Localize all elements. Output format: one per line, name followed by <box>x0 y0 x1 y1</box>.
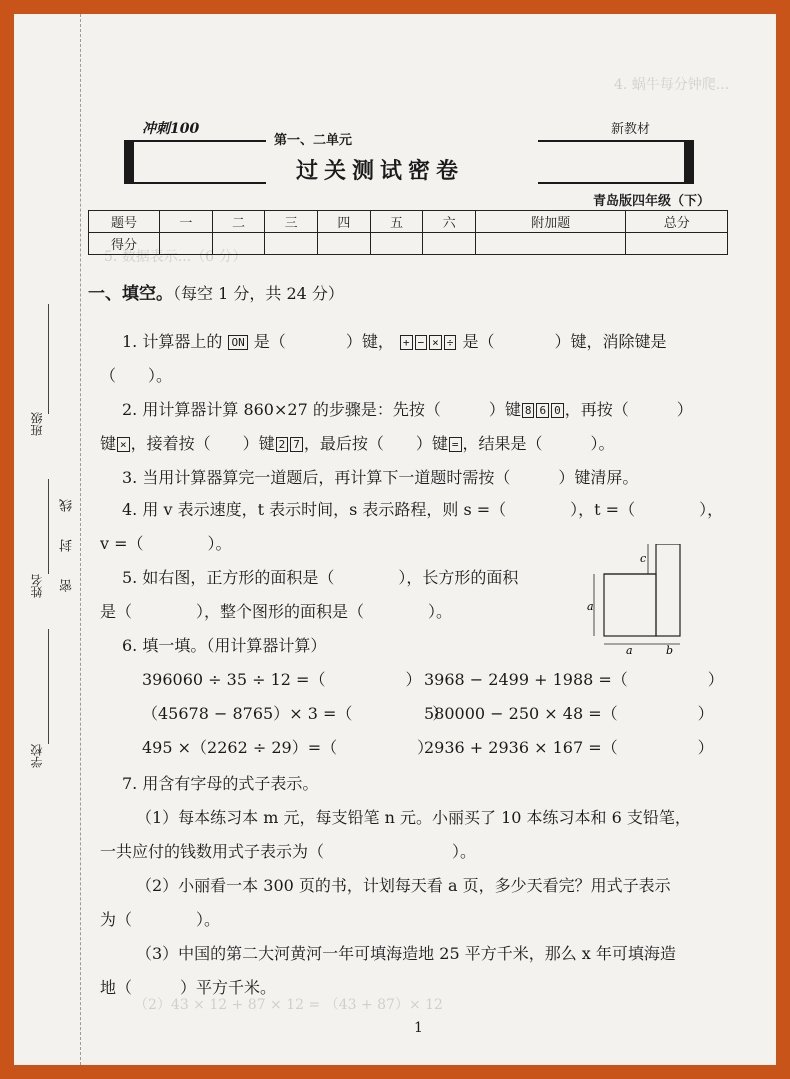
seal-char-secret: 密 <box>60 579 75 592</box>
q2-text: 键 <box>100 434 117 453</box>
question-7-3: （3）中国的第二大河黄河一年可填海造地 25 平方千米，那么 x 年可填海造 <box>136 944 676 963</box>
score-row-label: 得分 <box>89 233 160 255</box>
banner-left-block <box>124 140 134 184</box>
q1-text: 是（ <box>462 332 495 351</box>
score-header-cell: 附加题 <box>476 211 626 233</box>
label-b: b <box>666 644 674 654</box>
score-cell[interactable] <box>370 233 423 255</box>
class-fill-line <box>48 304 49 414</box>
minus-key-icon: − <box>415 335 428 350</box>
q1-text: 是（ <box>253 332 286 351</box>
banner-right-block <box>684 140 694 184</box>
score-table <box>88 210 728 255</box>
question-3: 3. 当用计算器算完一道题后，再计算下一道题时需按（ ）键清屏。 <box>122 468 639 487</box>
question-6: 6. 填一填。（用计算器计算） <box>122 636 327 655</box>
page-number: 1 <box>414 1020 423 1036</box>
new-textbook-label: 新教材 <box>610 122 650 137</box>
brand-logo: 冲刺100 <box>142 121 200 137</box>
divide-key-icon: ÷ <box>444 335 457 350</box>
question-5: 5. 如右图，正方形的面积是（ ），长方形的面积 <box>122 568 519 587</box>
bleed-through-text: 4. 蜗牛每分钟爬... <box>614 77 730 93</box>
bleed-through-text: （2）43 × 12 + 87 × 12 = （43 + 87）× 12 <box>134 997 443 1013</box>
seal-char-line: 线 <box>60 499 75 512</box>
question-1 <box>122 330 667 354</box>
score-cell[interactable] <box>318 233 371 255</box>
score-cell[interactable] <box>423 233 476 255</box>
question-2 <box>122 398 693 422</box>
score-cell[interactable] <box>626 233 728 255</box>
binding-margin <box>14 14 81 1065</box>
score-header-row <box>89 211 728 233</box>
q1-text: ）键，消除键是 <box>554 332 667 351</box>
score-cell[interactable] <box>265 233 318 255</box>
score-cell[interactable] <box>160 233 213 255</box>
q2-text: ，再按（ ） <box>564 400 693 419</box>
section-heading <box>88 282 344 306</box>
question-4-cont: v =（ ）。 <box>100 534 232 553</box>
question-7-1: （1）每本练习本 m 元，每支铅笔 n 元。小丽买了 10 本练习本和 6 支铅笔， <box>136 808 691 827</box>
equals-key-icon: = <box>449 437 462 452</box>
q1-text: 1. 计算器上的 <box>122 332 223 351</box>
label-a-left: a <box>587 600 594 613</box>
exam-page <box>14 14 776 1065</box>
question-2-cont <box>100 432 615 456</box>
page-title: 过关测试密卷 <box>296 159 465 184</box>
score-header-cell: 一 <box>160 211 213 233</box>
question-1-cont: （ ）。 <box>100 366 173 385</box>
score-header-cell: 三 <box>265 211 318 233</box>
q2-text: ，最后按（ ）键 <box>303 434 448 453</box>
section-title: 一、填空。 <box>88 284 173 304</box>
question-7-2: （2）小丽看一本 300 页的书，计划每天看 a 页，多少天看完？用式子表示 <box>136 876 671 895</box>
header-banner <box>124 121 694 186</box>
digit-key-icon: 6 <box>536 403 549 418</box>
times-key-icon: × <box>117 437 130 452</box>
q2-text: ，结果是（ ）。 <box>462 434 615 453</box>
banner-rule <box>124 182 266 184</box>
square-shape <box>604 574 656 636</box>
question-5-cont: 是（ ），整个图形的面积是（ ）。 <box>100 602 453 621</box>
bleed-through-text: 5. 数据表示...（6 分） <box>104 249 247 265</box>
q2-text: ，接着按（ ）键 <box>130 434 275 453</box>
calc-item: 495 ×（2262 ÷ 29）=（ ） <box>142 738 434 757</box>
unit-label: 第一、二单元 <box>274 133 353 148</box>
score-header-cell: 六 <box>423 211 476 233</box>
score-cell[interactable] <box>212 233 265 255</box>
score-row <box>89 233 728 255</box>
q2-text: 2. 用计算器计算 860×27 的步骤是：先按（ ）键 <box>122 400 521 419</box>
name-fill-line <box>48 479 49 574</box>
digit-key-icon: 2 <box>276 437 289 452</box>
section-note: （每空 1 分，共 24 分） <box>173 284 344 303</box>
calc-item: 3968 − 2499 + 1988 =（ ） <box>424 670 724 689</box>
banner-rule <box>538 140 694 142</box>
score-header-cell: 五 <box>370 211 423 233</box>
area-figure <box>584 544 684 654</box>
calc-item: 396060 ÷ 35 ÷ 12 =（ ） <box>142 670 422 689</box>
banner-rule <box>124 140 266 142</box>
on-key-icon: ON <box>228 335 247 350</box>
score-header-cell: 四 <box>318 211 371 233</box>
grade-label: 青岛版四年级（下） <box>592 194 710 209</box>
label-c: c <box>640 552 647 565</box>
calc-item: 580000 − 250 × 48 =（ ） <box>424 704 714 723</box>
plus-key-icon: + <box>400 335 413 350</box>
school-label: 学校 <box>30 744 44 768</box>
digit-key-icon: 8 <box>522 403 535 418</box>
school-fill-line <box>48 629 49 744</box>
area-figure-svg <box>584 544 684 654</box>
seal-char-seal: 封 <box>60 539 75 552</box>
score-header-cell: 总分 <box>626 211 728 233</box>
question-7-1-cont: 一共应付的钱数用式子表示为（ ）。 <box>100 842 477 861</box>
times-key-icon: × <box>429 335 442 350</box>
score-header-cell: 二 <box>212 211 265 233</box>
score-header-cell: 题号 <box>89 211 160 233</box>
q1-text: ）键， <box>345 332 394 351</box>
calc-item: 2936 + 2936 × 167 =（ ） <box>424 738 714 757</box>
digit-key-icon: 7 <box>290 437 303 452</box>
question-7-2-cont: 为（ ）。 <box>100 910 221 929</box>
rectangle-shape <box>656 544 680 636</box>
question-7: 7. 用含有字母的式子表示。 <box>122 774 319 793</box>
score-cell[interactable] <box>476 233 626 255</box>
question-7-3-cont: 地（ ）平方千米。 <box>100 978 277 997</box>
question-4: 4. 用 v 表示速度，t 表示时间，s 表示路程，则 s =（ ），t =（ ）， <box>122 500 724 519</box>
name-label: 姓名 <box>30 574 44 598</box>
label-a-bottom: a <box>626 644 633 654</box>
class-label: 班级 <box>30 412 44 436</box>
digit-key-icon: 0 <box>551 403 564 418</box>
calc-item: （45678 − 8765）× 3 =（ ） <box>142 704 449 723</box>
banner-rule <box>538 182 694 184</box>
